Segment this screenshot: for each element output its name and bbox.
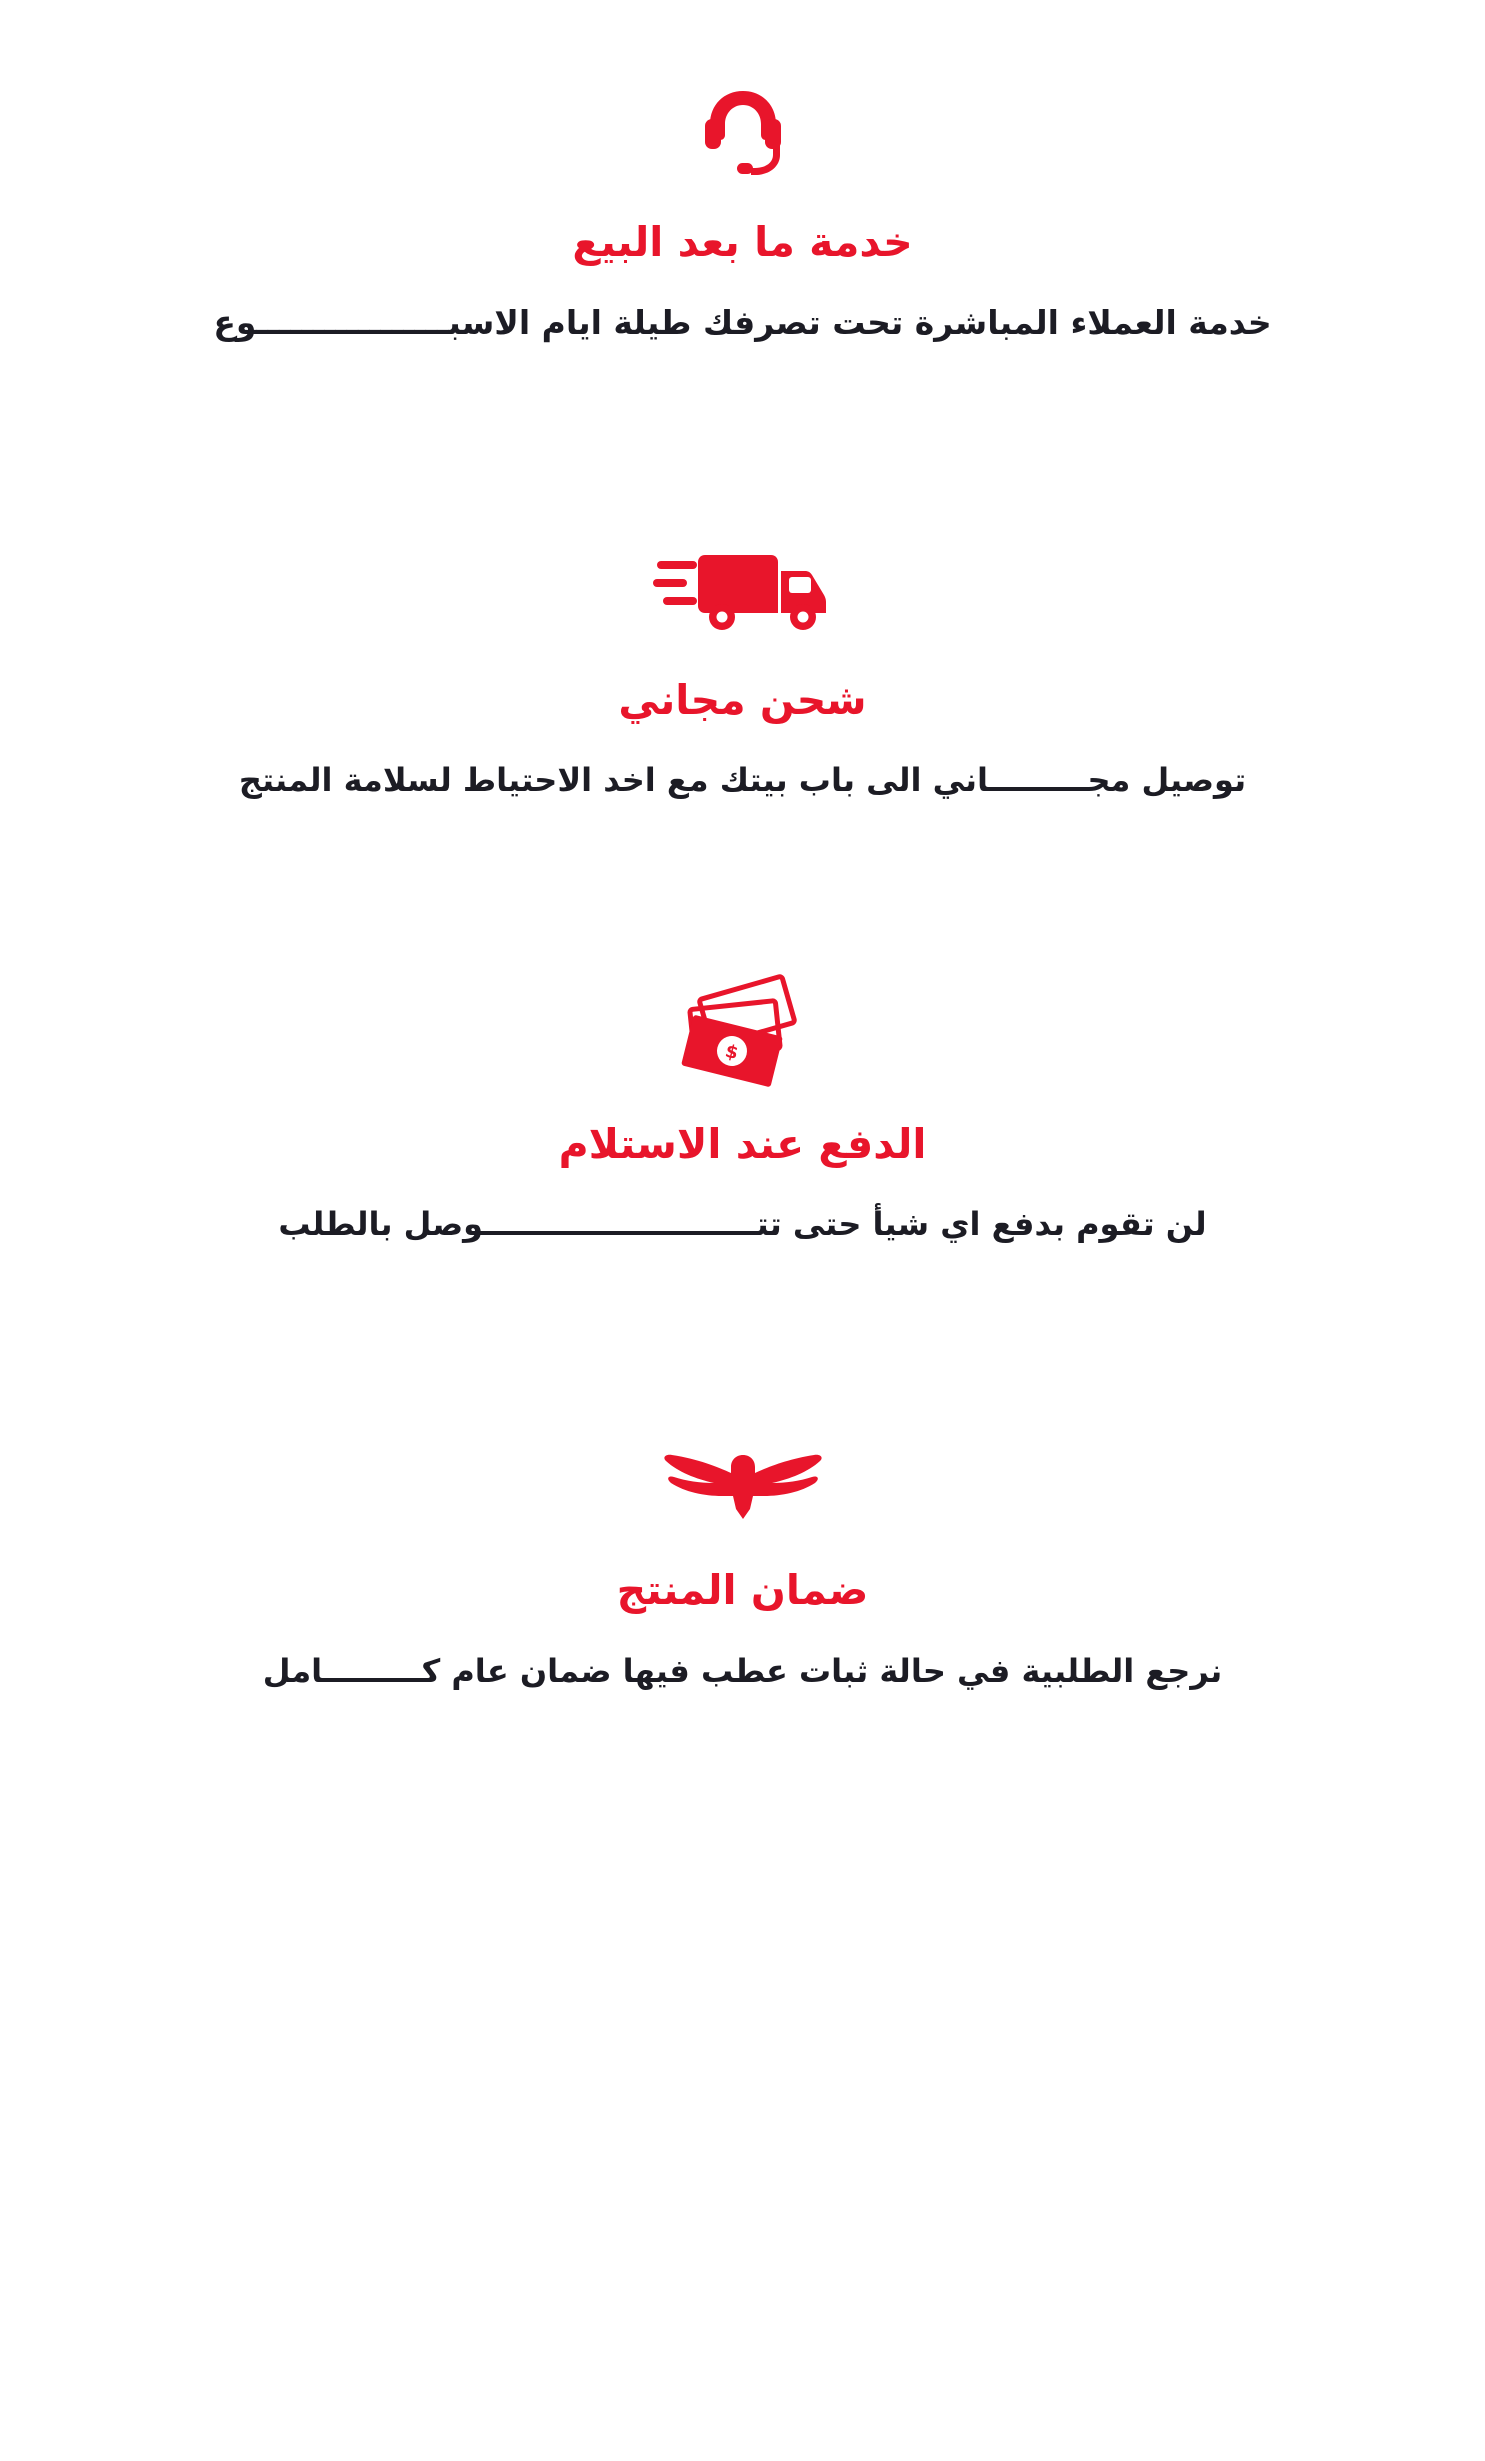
feature-title: شحن مجاني	[618, 675, 867, 724]
eagle-bird-icon	[648, 1426, 838, 1536]
feature-title: الدفع عند الاستلام	[558, 1120, 927, 1169]
feature-description: خدمة العملاء المباشرة تحت تصرفك طيلة ايام الاسبـــــــــــــــــوع	[213, 303, 1272, 343]
feature-title: ضمان المنتج	[616, 1566, 869, 1615]
svg-text:$: $	[722, 1040, 740, 1064]
feature-free-shipping	[0, 346, 1485, 802]
feature-description: توصيل مجـــــــــاني الى باب بيتك مع اخد الاحتياط لسلامة المنتج	[238, 760, 1247, 799]
cash-money-icon	[668, 980, 818, 1090]
feature-title: خدمة ما بعد البيع	[572, 218, 913, 266]
feature-cash-on-delivery	[0, 802, 1485, 1246]
headset-support-icon	[693, 78, 793, 188]
delivery-truck-icon	[653, 536, 833, 646]
feature-after-sales-service	[0, 0, 1485, 346]
feature-product-warranty	[0, 1246, 1485, 1692]
feature-description: نرجع الطلبية في حالة ثبات عطب فيها ضمان عام كـــــــــامل	[262, 1651, 1223, 1690]
feature-description: لن تقوم بدفع اي شيأ حتى تتـــــــــــــــــــــــــوصل بالطلب	[278, 1205, 1207, 1244]
